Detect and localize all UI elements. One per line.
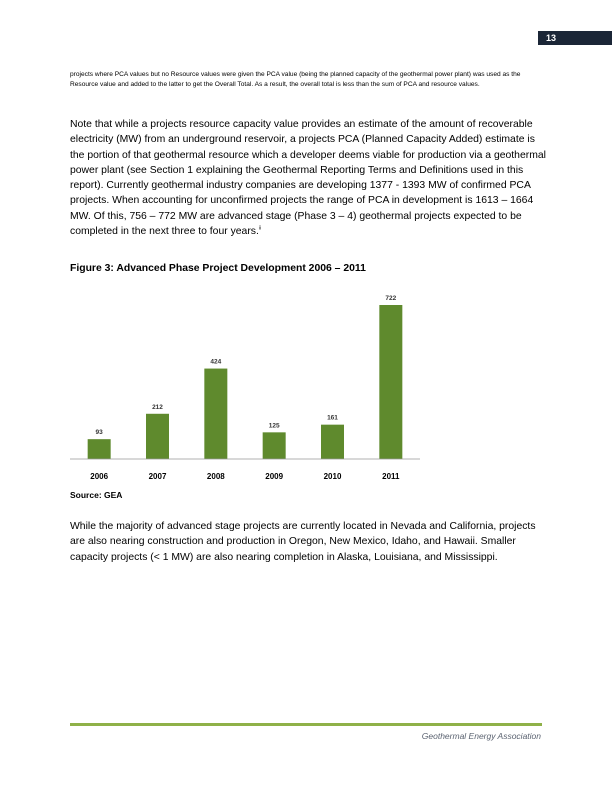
bar-chart bbox=[70, 282, 430, 487]
x-tick-label-2007: 2007 bbox=[148, 472, 167, 481]
data-label-2006: 93 bbox=[95, 429, 103, 437]
bar-2011 bbox=[379, 305, 402, 459]
x-tick-label-2011: 2011 bbox=[382, 472, 400, 481]
footer-organization: Geothermal Energy Association bbox=[421, 731, 541, 741]
bar-2007 bbox=[146, 414, 169, 459]
x-tick-label-2006: 2006 bbox=[90, 472, 109, 481]
page-number: 13 bbox=[546, 33, 557, 43]
bar-2009 bbox=[263, 432, 286, 459]
bar-2008 bbox=[204, 369, 227, 459]
data-label-2011: 722 bbox=[385, 295, 397, 302]
footnote-continuation: projects where PCA values but no Resource values were given the PCA value (being the planned capacity of the geothermal power plant) was used as the Resource value and added to the latter to get the Overall Total. As a result, the overall total is less than the sum of PCA and resource values. bbox=[70, 71, 521, 88]
page-number-badge bbox=[538, 31, 612, 45]
data-label-2009: 125 bbox=[268, 422, 280, 430]
figure-source: Source: GEA bbox=[70, 490, 123, 500]
x-tick-label-2010: 2010 bbox=[323, 472, 342, 481]
data-label-2007: 212 bbox=[152, 403, 163, 411]
footer-rule bbox=[70, 723, 542, 726]
data-label-2008: 424 bbox=[210, 358, 222, 366]
figure-title: Figure 3: Advanced Phase Project Development 2006 – 2011 bbox=[70, 263, 366, 274]
bar-2010 bbox=[321, 425, 344, 459]
body-paragraph-1 bbox=[70, 117, 548, 239]
x-tick-label-2009: 2009 bbox=[265, 472, 284, 481]
body-paragraph-2: While the majority of advanced stage projects are currently located in Nevada and California, projects are also nearing construction and production in Oregon, New Mexico, Idaho, and Hawaii. Smaller capacity projects (< 1 MW) are also nearing completion in Alaska, Louisiana, and Mississippi. bbox=[70, 521, 536, 563]
x-tick-label-2008: 2008 bbox=[206, 472, 225, 481]
footnote-reference[interactable]: ii bbox=[258, 225, 262, 232]
paragraph-1-text: Note that while a projects resource capacity value provides an estimate of the amount of recoverable electricity (MW) from an underground reservoir, a projects PCA (Planned Capacity Added) estimate is the portion of that geothermal resource which a developer deems viable for production via a geothermal power plant (see Section 1 explaining the Geothermal Reporting Terms and Definitions used in this report). Currently geothermal industry companies are developing 1377 - 1393 MW of confirmed PCA projects. When accounting for unconfirmed projects the range of PCA in development is 1613 – 1664 MW. Of this, 756 – 772 MW are advanced stage (Phase 3 – 4) geothermal projects expected to be completed in the next three to four years. bbox=[70, 119, 546, 238]
data-label-2010: 161 bbox=[327, 414, 338, 422]
bar-2006 bbox=[88, 439, 111, 459]
